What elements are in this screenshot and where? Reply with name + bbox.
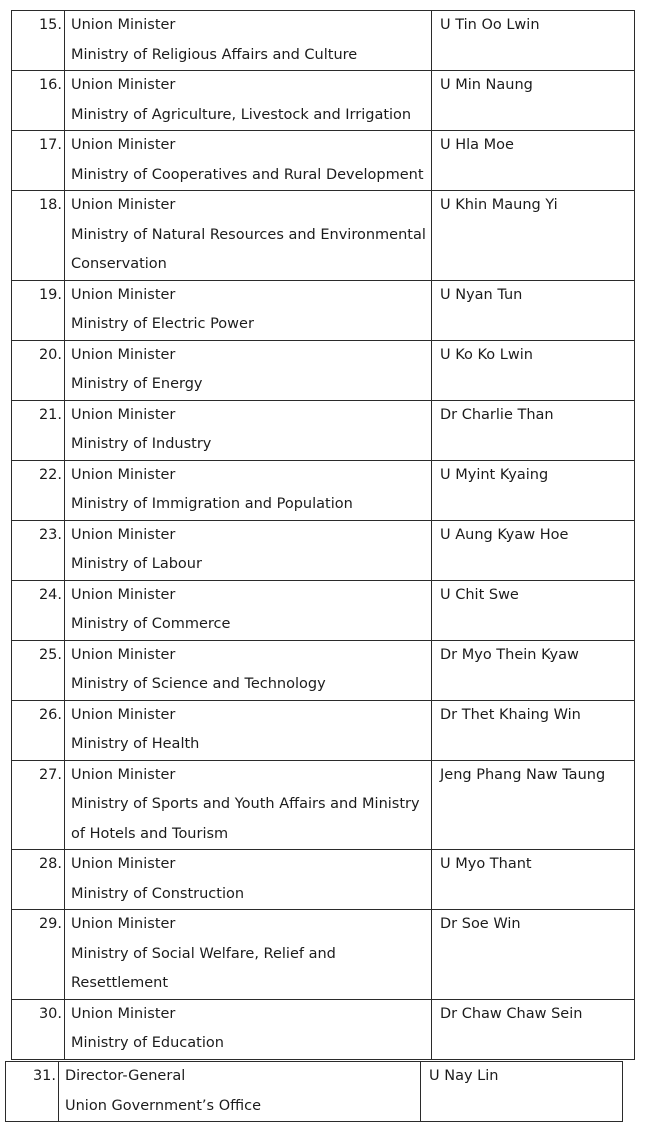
post-title: Director-General (65, 1068, 186, 1084)
table-row (12, 340, 635, 400)
table-row (12, 71, 635, 131)
post-cell (65, 580, 432, 640)
person-name: Dr Myo Thein Kyaw (432, 640, 635, 700)
person-name: Dr Chaw Chaw Sein (432, 999, 635, 1059)
row-number: 20. (12, 340, 65, 400)
post-cell (65, 191, 432, 281)
row-number: 26. (12, 700, 65, 760)
table-row (12, 999, 635, 1059)
post-title: Union Minister (71, 706, 176, 723)
ministry-line: Ministry of Natural Resources and Environmental (71, 226, 426, 243)
person-name: Dr Soe Win (432, 910, 635, 1000)
ministers-table (11, 10, 635, 1060)
table-row (12, 580, 635, 640)
row-number: 16. (12, 71, 65, 131)
table-row (12, 400, 635, 460)
table-row (12, 280, 635, 340)
table-row (12, 640, 635, 700)
row-number: 25. (12, 640, 65, 700)
post-title: Union Minister (71, 286, 176, 303)
person-name: Jeng Phang Naw Taung (432, 760, 635, 850)
ministry-line: Ministry of Energy (71, 376, 203, 392)
post-cell (65, 910, 432, 1000)
row-number: 27. (12, 760, 65, 850)
ministry-line: Ministry of Construction (71, 885, 245, 902)
person-name: U Khin Maung Yi (432, 191, 635, 281)
person-name: Dr Thet Khaing Win (432, 700, 635, 760)
post-cell (65, 131, 432, 191)
row-number: 29. (12, 910, 65, 1000)
ministry-line: Ministry of Religious Affairs and Culture (71, 46, 358, 63)
post-cell (65, 11, 432, 71)
post-title: Union Minister (71, 197, 176, 213)
post-cell (65, 999, 432, 1059)
ministry-line: Ministry of Industry (71, 436, 212, 452)
row-number: 28. (12, 850, 65, 910)
person-name: U Hla Moe (432, 131, 635, 191)
row-number: 17. (12, 131, 65, 191)
person-name: U Aung Kyaw Hoe (432, 520, 635, 580)
ministry-line: Ministry of Cooperatives and Rural Development (71, 166, 424, 183)
table-row (6, 1062, 623, 1122)
row-number: 23. (12, 520, 65, 580)
ministry-line: Conservation (71, 256, 167, 272)
row-number: 21. (12, 400, 65, 460)
person-name: U Nyan Tun (432, 280, 635, 340)
post-title: Union Minister (71, 406, 176, 423)
post-cell (65, 71, 432, 131)
ministry-line: Ministry of Agriculture, Livestock and Irrigation (71, 106, 412, 123)
person-name: Dr Charlie Than (432, 400, 635, 460)
row-number: 30. (12, 999, 65, 1059)
row-number: 24. (12, 580, 65, 640)
post-cell (65, 340, 432, 400)
post-title: Union Minister (71, 1005, 176, 1022)
ministry-line: Ministry of Labour (71, 556, 202, 572)
person-name: U Min Naung (432, 71, 635, 131)
ministry-line: Ministry of Electric Power (71, 316, 254, 332)
table-row (12, 460, 635, 520)
ministry-line: Union Government’s Office (65, 1097, 262, 1114)
row-number: 19. (12, 280, 65, 340)
post-cell (65, 460, 432, 520)
person-name: U Ko Ko Lwin (432, 340, 635, 400)
ministry-line: Ministry of Commerce (71, 616, 231, 632)
ministry-line: Ministry of Social Welfare, Relief and (71, 945, 336, 962)
director-general-table (5, 1061, 623, 1122)
ministry-line: Ministry of Science and Technology (71, 676, 326, 692)
post-title: Union Minister (71, 916, 176, 932)
ministry-line: Ministry of Immigration and Population (71, 496, 353, 512)
post-title: Union Minister (71, 466, 176, 483)
post-title: Union Minister (71, 856, 176, 872)
post-cell (65, 850, 432, 910)
table-row (12, 131, 635, 191)
person-name: U Myint Kyaing (432, 460, 635, 520)
post-title: Union Minister (71, 646, 176, 663)
table-row (12, 910, 635, 1000)
post-cell (65, 700, 432, 760)
table-row (12, 760, 635, 850)
person-name: U Chit Swe (432, 580, 635, 640)
table-row (12, 520, 635, 580)
ministry-line: Resettlement (71, 975, 169, 991)
post-title: Union Minister (71, 77, 176, 93)
post-title: Union Minister (71, 586, 176, 603)
post-cell (65, 640, 432, 700)
post-title: Union Minister (71, 346, 176, 363)
table-row (12, 700, 635, 760)
ministry-line: Ministry of Sports and Youth Affairs and Ministry (71, 796, 420, 812)
ministry-line: Ministry of Education (71, 1035, 224, 1051)
post-title: Union Minister (71, 137, 176, 153)
row-number: 18. (12, 191, 65, 281)
post-cell (65, 760, 432, 850)
post-cell (65, 520, 432, 580)
ministry-line: Ministry of Health (71, 736, 200, 752)
table-row (12, 11, 635, 71)
post-cell (65, 400, 432, 460)
post-title: Union Minister (71, 17, 176, 33)
table-row (12, 191, 635, 281)
post-cell (59, 1062, 421, 1122)
person-name: U Myo Thant (432, 850, 635, 910)
ministry-line: of Hotels and Tourism (71, 825, 229, 842)
person-name: U Tin Oo Lwin (432, 11, 635, 71)
table-row (12, 850, 635, 910)
row-number: 22. (12, 460, 65, 520)
post-title: Union Minister (71, 766, 176, 783)
post-cell (65, 280, 432, 340)
row-number: 31. (6, 1062, 59, 1122)
row-number: 15. (12, 11, 65, 71)
person-name: U Nay Lin (421, 1062, 623, 1122)
post-title: Union Minister (71, 526, 176, 543)
